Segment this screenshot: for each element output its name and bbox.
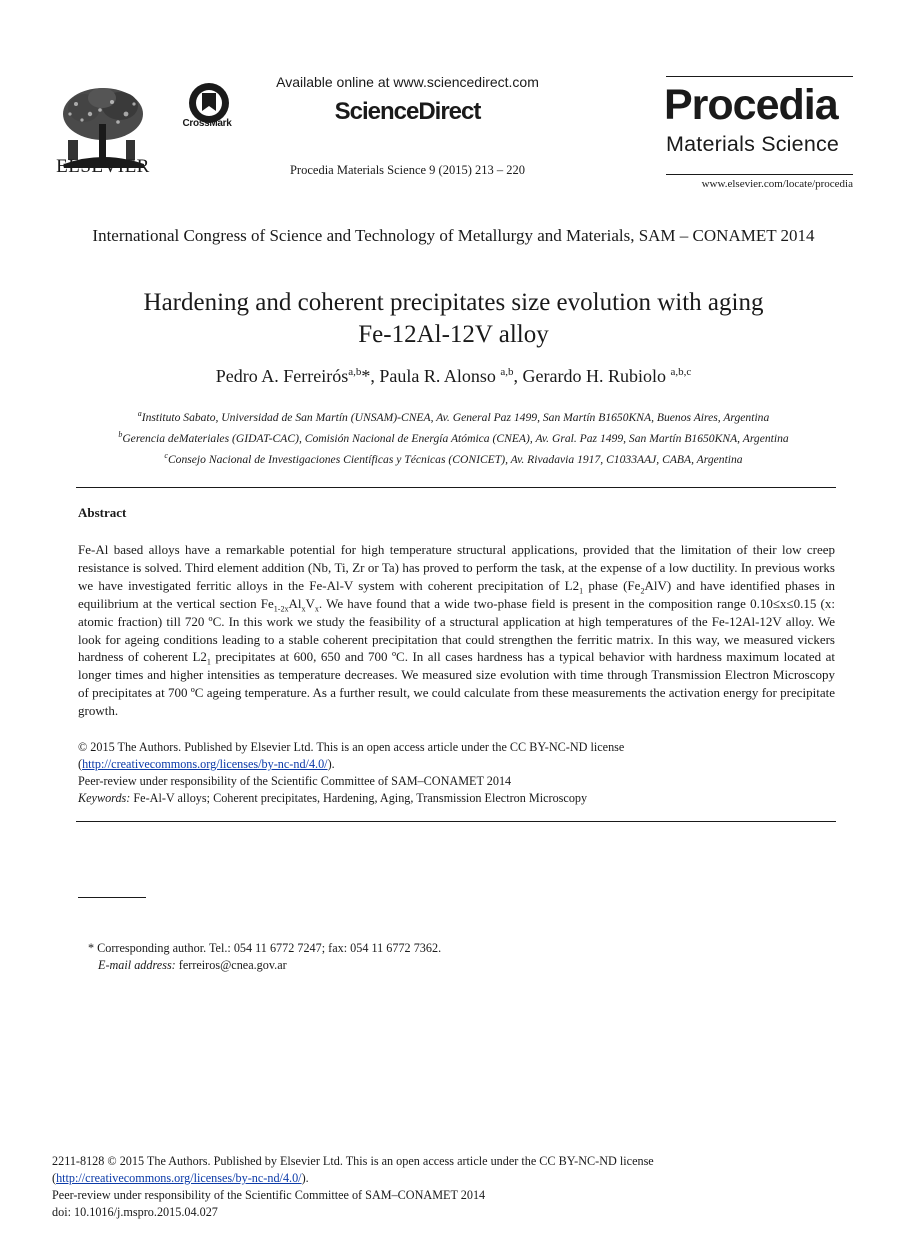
affiliations <box>40 405 867 468</box>
author-affil-sup: a,b,c <box>670 366 692 378</box>
author-name: Paula R. Alonso <box>379 366 496 386</box>
email-address[interactable]: ferreiros@cnea.gov.ar <box>175 958 287 972</box>
footer-license-link-line: (http://creativecommons.org/licenses/by-nc-nd/4.0/). <box>52 1171 309 1185</box>
sciencedirect-logo[interactable]: ScienceDirect <box>334 98 481 125</box>
procedia-subtitle: Materials Science <box>666 132 840 156</box>
doi-line[interactable]: doi: 10.1016/j.mspro.2015.04.027 <box>52 1205 218 1219</box>
corresponding-mark: * <box>361 366 371 386</box>
abstract-top-rule <box>76 487 836 488</box>
title-line-1: Hardening and coherent precipitates size evolution with aging <box>143 289 764 316</box>
available-online-text: Available online at www.sciencedirect.com <box>276 74 539 90</box>
affiliation-item <box>40 426 867 447</box>
affiliation-sup: c <box>164 450 168 460</box>
journal-url[interactable]: www.elsevier.com/locate/procedia <box>701 178 853 190</box>
abstract-bottom-rule <box>76 821 836 822</box>
affiliation-text: Instituto Sabato, Universidad de San Martín (UNSAM)-CNEA, Av. General Paz 1499, San Martín B1650KNA, Buenos Aires, Argentina <box>141 410 770 424</box>
conference-name: International Congress of Science and Technology of Metallurgy and Materials, SAM – CONAMET 2014 <box>92 226 815 245</box>
journal-reference: Procedia Materials Science 9 (2015) 213 – 220 <box>289 163 525 177</box>
abstract-heading: Abstract <box>78 505 127 520</box>
affiliation-text: Consejo Nacional de Investigaciones Científicas y Técnicas (CONICET), Av. Rivadavia 1917, C1033AAJ, CABA, Argentina <box>167 452 743 466</box>
masthead-bottom-rule <box>666 174 853 175</box>
email-label: E-mail address: <box>98 958 176 972</box>
procedia-brand: Procedia <box>664 81 838 129</box>
paper-title <box>80 287 827 351</box>
footer-peer-review: Peer-review under responsibility of the Scientific Committee of SAM–CONAMET 2014 <box>52 1188 486 1202</box>
affiliation-sup: b <box>118 429 123 439</box>
author-list: Pedro A. Ferreirós$^{a,b}$*, Paula R. Alonso $^{a,b}$, Gerardo H. Rubiolo $^{a,b,c}$ <box>215 366 692 386</box>
footer-license-link[interactable]: http://creativecommons.org/licenses/by-nc-nd/4.0/ <box>56 1171 302 1185</box>
keywords-label: Keywords: <box>78 791 131 805</box>
author-name: Pedro A. Ferreirós <box>215 366 349 386</box>
title-line-2: Fe-12Al-12V alloy <box>358 321 549 348</box>
affiliation-sup: a <box>137 409 142 418</box>
issn-license-line: 2211-8128 © 2015 The Authors. Published by Elsevier Ltd. This is an open access article under the CC BY-NC-ND license <box>52 1154 654 1168</box>
keywords-line <box>78 790 587 807</box>
author-affil-sup: a,b <box>348 366 362 378</box>
masthead-top-rule <box>666 76 853 77</box>
license-link-line: (http://creativecommons.org/licenses/by-nc-nd/4.0/). <box>78 757 335 771</box>
license-link[interactable]: http://creativecommons.org/licenses/by-nc-nd/4.0/ <box>82 757 328 771</box>
keywords-text: Fe-Al-V alloys; Coherent precipitates, Hardening, Aging, Transmission Electron Microscopy <box>130 791 588 805</box>
email-footnote <box>98 958 287 973</box>
affiliation-text: Gerencia deMateriales (GIDAT-CAC), Comisión Nacional de Energía Atómica (CNEA), Av. Gral. Paz 1499, San Martín B1650KNA, Argentina <box>122 431 789 445</box>
footnote-rule <box>78 897 146 898</box>
affiliation-item <box>40 405 867 426</box>
peer-review-statement: Peer-review under responsibility of the Scientific Committee of SAM–CONAMET 2014 <box>78 774 512 788</box>
abstract-body: Fe-Al based alloys have a remarkable potential for high temperature structural applications, provided that the limitation of their low creep resistance is solved. Third element addition (Nb, Ti, Zr or Ta) has proved to perform the task, at the expense of a low ductility. In previous works we have investigated ferritic alloys in the Fe-Al-V system with coherent precipitation of $L2_1$ phase $(Fe_2AlV)$ and have identified phases in equilibrium at the vertical section $Fe_{1-2x}Al_xV_x$. We have found that a wide two-phase field is present in the composition range 0.10≤x≤0.15 (x: atomic fraction) till 720 ºC. In this work we study the feasibility of a structural application at high temperatures of the Fe-12Al-12V alloy. We look for ageing conditions leading to a stable coherent precipitation that could strengthen the ferritic matrix. In this way, we measured vickers hardness of coherent $L2_1$ precipitates at 600, 650 and 700 ºC. In all cases hardness has a typical behavior with hardness maximum located at longer times and higher intensities as temperature decreases. We measured size evolution with time through Transmission Electron Microscopy of precipitates at 700 ºC ageing temperature. As a further result, we could calculate from these measurements the activation energy for precipitate growth. <box>78 542 835 719</box>
corresponding-author-footnote: * Corresponding author. Tel.: 054 11 6772 7247; fax: 054 11 6772 7362. <box>88 941 442 955</box>
elsevier-wordmark: ELSEVIER <box>56 156 150 177</box>
affiliation-item <box>40 447 867 468</box>
author-name: Gerardo H. Rubiolo <box>522 366 666 386</box>
license-statement: © 2015 The Authors. Published by Elsevier Ltd. This is an open access article under the CC BY-NC-ND license <box>78 740 625 754</box>
crossmark-label: CrossMark <box>182 118 232 129</box>
author-affil-sup: a,b <box>500 366 514 378</box>
